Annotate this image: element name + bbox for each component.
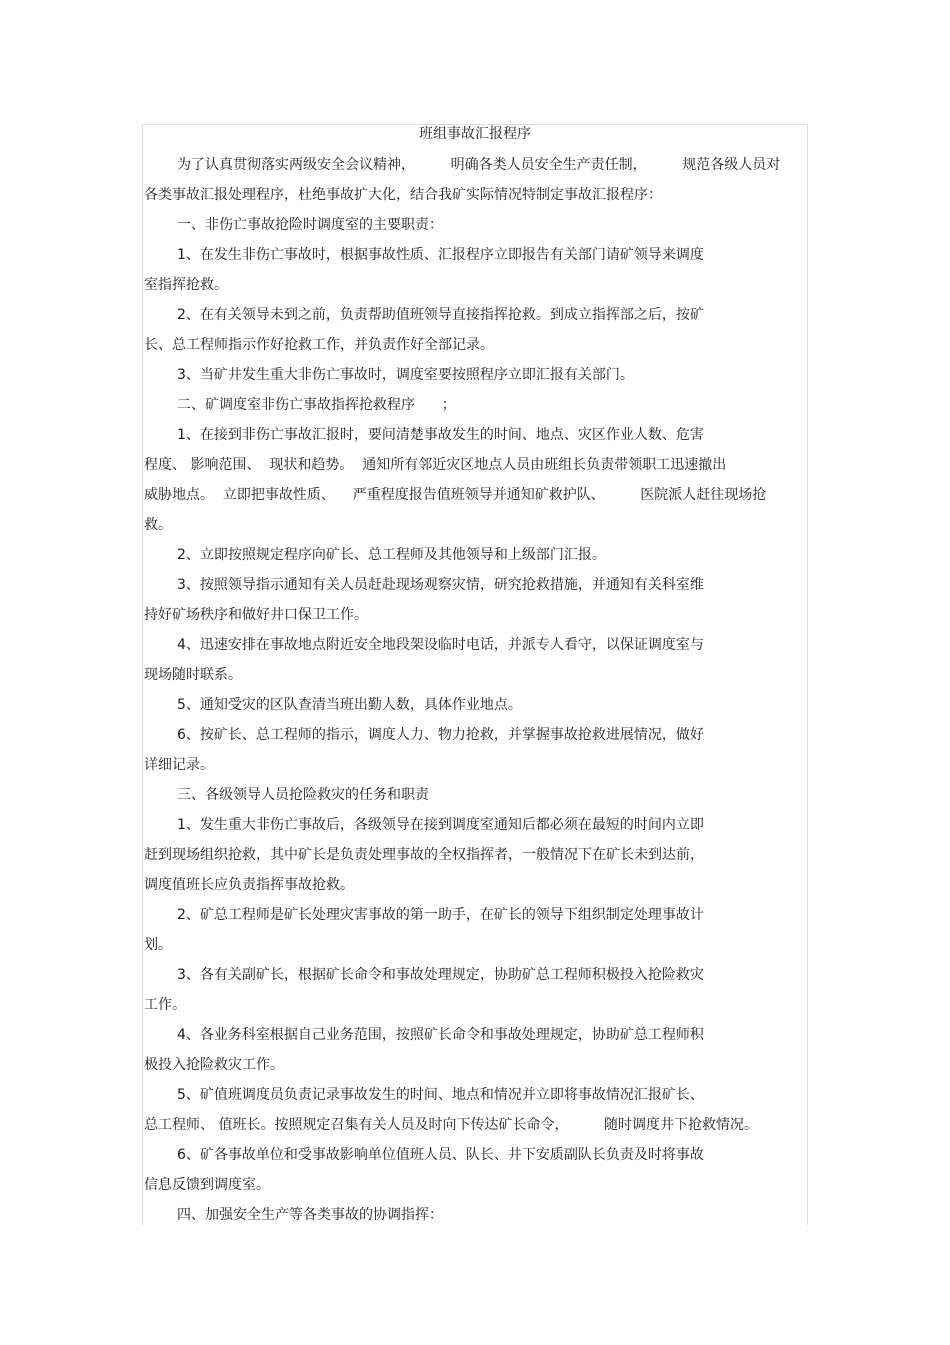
section-heading: 二、矿调度室非伤亡事故指挥抢救程序 ； <box>177 397 456 413</box>
paragraph-line: 6、按矿长、总工程师的指示，调度人力、物力抢救，并掌握事故抢救进展情况，做好 <box>177 727 704 743</box>
paragraph-line: 信息反馈到调度室。 <box>144 1177 270 1193</box>
paragraph-line: 3、按照领导指示通知有关人员赶赴现场观察灾情，研究抢救措施，并通知有关科室维 <box>177 577 704 593</box>
paragraph-line: 室指挥抢救。 <box>144 277 228 293</box>
paragraph-line: 为了认真贯彻落实两级安全会议精神， 明确各类人员安全生产责任制， 规范各级人员对 <box>177 157 781 173</box>
paragraph-line: 5、矿值班调度员负责记录事故发生的时间、地点和情况并立即将事故情况汇报矿长、 <box>177 1087 704 1103</box>
paragraph-line: 2、在有关领导未到之前，负责帮助值班领导直接指挥抢救。到成立指挥部之后，按矿 <box>177 307 704 323</box>
paragraph-line: 6、矿各事故单位和受事故影响单位值班人员、队长、井下安质副队长负责及时将事故 <box>177 1147 704 1163</box>
paragraph-line: 4、各业务科室根据自己业务范围，按照矿长命令和事故处理规定，协助矿总工程师积 <box>177 1027 704 1043</box>
paragraph-line: 3、各有关副矿长，根据矿长命令和事故处理规定，协助矿总工程师积极投入抢险救灾 <box>177 967 704 983</box>
paragraph-line: 赶到现场组织抢救，其中矿长是负责处理事故的全权指挥者，一般情况下在矿长未到达前， <box>144 847 704 863</box>
paragraph-line: 程度、 影响范围、 现状和趋势。 通知所有邻近灾区地点人员由班组长负责带领职工迅速撤出 <box>144 457 727 473</box>
paragraph-line: 2、矿总工程师是矿长处理灾害事故的第一助手，在矿长的领导下组织制定处理事故计 <box>177 907 704 923</box>
paragraph-line: 调度值班长应负责指挥事故抢救。 <box>144 877 354 893</box>
paragraph-line: 工作。 <box>144 997 186 1013</box>
document-title: 班组事故汇报程序 <box>419 126 531 142</box>
paragraph-line: 1、在接到非伤亡事故汇报时，要问清楚事故发生的时间、地点、灾区作业人数、危害 <box>177 427 704 443</box>
paragraph-line: 各类事故汇报处理程序，杜绝事故扩大化，结合我矿实际情况特制定事故汇报程序： <box>144 187 662 203</box>
paragraph-line: 威胁地点。 立即把事故性质、 严重程度报告值班领导并通知矿救护队、 医院派人赶往现场抢 <box>144 487 767 503</box>
paragraph-line: 4、迅速安排在事故地点附近安全地段架设临时电话，并派专人看守，以保证调度室与 <box>177 637 704 653</box>
paragraph-line: 5、通知受灾的区队查清当班出勤人数，具体作业地点。 <box>177 697 522 713</box>
section-heading: 一、非伤亡事故抢险时调度室的主要职责： <box>177 217 443 233</box>
paragraph-line: 救。 <box>144 517 172 533</box>
paragraph-line: 极投入抢险救灾工作。 <box>144 1057 284 1073</box>
paragraph-line: 3、当矿井发生重大非伤亡事故时，调度室要按照程序立即汇报有关部门。 <box>177 367 634 383</box>
section-heading: 三、各级领导人员抢险救灾的任务和职责 <box>177 787 429 803</box>
section-heading: 四、加强安全生产等各类事故的协调指挥： <box>177 1207 443 1223</box>
paragraph-line: 2、立即按照规定程序向矿长、总工程师及其他领导和上级部门汇报。 <box>177 547 606 563</box>
paragraph-line: 详细记录。 <box>144 757 214 773</box>
paragraph-line: 长、总工程师指示作好抢救工作，并负责作好全部记录。 <box>144 337 494 353</box>
paragraph-line: 总工程师、 值班长。按照规定召集有关人员及时向下传达矿长命令， 随时调度井下抢救情况。 <box>144 1117 759 1133</box>
paragraph-line: 1、在发生非伤亡事故时，根据事故性质、汇报程序立即报告有关部门请矿领导来调度 <box>177 247 704 263</box>
paragraph-line: 划。 <box>144 937 172 953</box>
paragraph-line: 1、发生重大非伤亡事故后，各级领导在接到调度室通知后都必须在最短的时间内立即 <box>177 817 704 833</box>
paragraph-line: 持好矿场秩序和做好井口保卫工作。 <box>144 607 368 623</box>
paragraph-line: 现场随时联系。 <box>144 667 242 683</box>
